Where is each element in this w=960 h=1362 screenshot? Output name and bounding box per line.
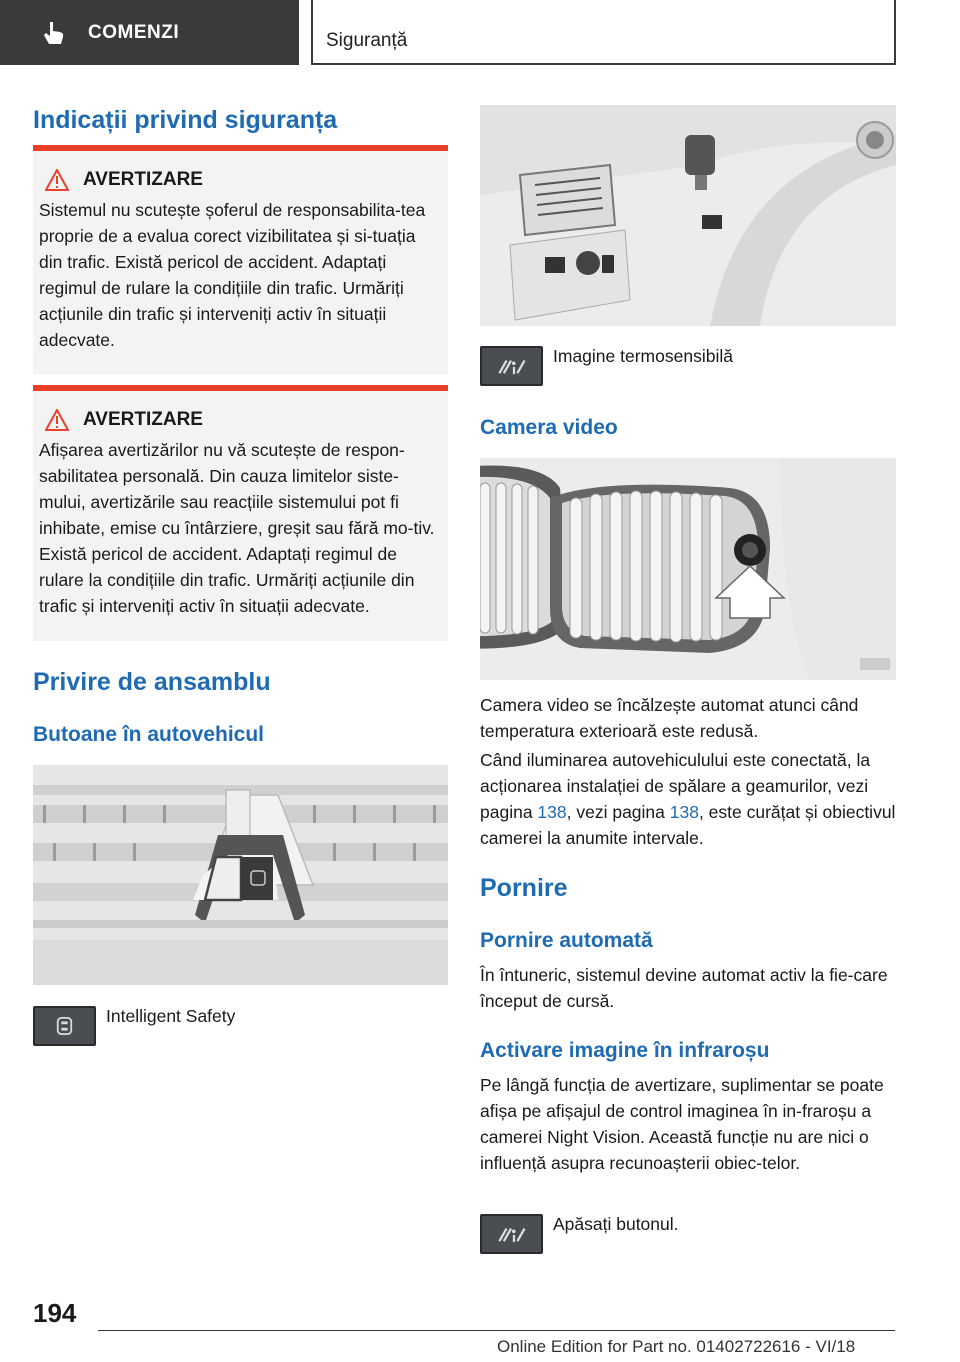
page-number: 194 [33, 1298, 77, 1328]
warning-label: AVERTIZARE [83, 169, 203, 190]
auto-start-heading: Pornire automată [480, 929, 653, 952]
warning-label: AVERTIZARE [83, 409, 203, 430]
start-heading: Pornire [480, 874, 568, 902]
intelligent-safety-button-icon [33, 1006, 96, 1046]
infrared-heading: Activare imagine în infraroșu [480, 1039, 770, 1062]
warning-box-1 [33, 145, 448, 374]
camera-heading: Camera video [480, 416, 618, 439]
overview-heading: Privire de ansamblu [33, 668, 271, 696]
warning-text: Afișarea avertizărilor nu vă scutește de respon-sabilitatea personală. Din cauza limitelor siste-mului, avertizările sau reacțiile sistemului pot fi inhibate, emise cu întârziere, greșit sau fără mo-tiv. Există pericol de accident. Adaptați regimul de rulare la condițiile din trafic. Urmăriți acțiunile din trafic și interveniți activ în situații adecvate. [39, 440, 435, 616]
figure-camera-grille [480, 458, 896, 680]
camera-p2-text-c: , este curățat și obiectivul camerei la anumite intervale. [480, 802, 896, 848]
figure-dashboard [480, 105, 896, 326]
night-vision-button-icon [480, 1214, 543, 1254]
header-section-label: Siguranță [326, 30, 408, 51]
buttons-heading: Butoane în autovehicul [33, 723, 265, 746]
thermal-image-label: Imagine termosensibilă [553, 346, 733, 366]
intelligent-safety-icon [35, 1008, 94, 1044]
thermal-image-button-icon [480, 346, 543, 386]
page-link-138[interactable]: 138 [537, 802, 567, 822]
night-vision-icon [482, 1216, 541, 1252]
page-link-138[interactable]: 138 [669, 802, 699, 822]
infrared-text: Pe lângă funcția de avertizare, suplimentar se poate afișa pe afișajul de control imaginea în in-fraroșu a camerei Night Vision. Această funcție nu are nici o influență asupra recunoașterii obiec-telor. [480, 1075, 884, 1173]
press-button-label: Apăsați butonul. [553, 1214, 679, 1234]
header-tab-label: COMENZI [88, 21, 180, 43]
auto-start-text: În întuneric, sistemul devine automat activ la fie-care început de cursă. [480, 965, 888, 1011]
header-tab[interactable] [0, 0, 299, 65]
warning-box-2 [33, 385, 448, 641]
intelligent-safety-label: Intelligent Safety [106, 1006, 236, 1026]
warning-triangle-icon [45, 169, 69, 191]
camera-paragraph-1: Camera video se încălzește automat atunci când temperatura exterioară este redusă. [480, 695, 859, 741]
warning-triangle-icon [45, 409, 69, 431]
footer-divider [98, 1330, 895, 1331]
warning-text: Sistemul nu scutește șoferul de responsabilita-tea proprie de a evalua corect vizibilitatea și si-tuația din trafic. Există pericol de accident. Adaptați regimul de rulare la condițiile din trafic. Urmăriți acțiunile din trafic și interveniți activ în situații adecvate. [39, 200, 426, 350]
footer-edition: Online Edition for Part no. 01402722616 - VI/18 [497, 1337, 856, 1356]
camera-p2-text-a: Când iluminarea autovehiculului este conectată, la acționarea instalației de spălare a geamurilor, vezi pagina [480, 750, 871, 822]
figure-button-panel [33, 765, 448, 985]
page-title: Indicații privind siguranța [33, 106, 338, 134]
header-section [311, 0, 896, 65]
camera-p2-text-b: , vezi pagina [566, 802, 670, 822]
hand-pointer-icon [40, 19, 68, 47]
camera-paragraph-2 [480, 747, 896, 851]
night-vision-icon [482, 348, 541, 384]
